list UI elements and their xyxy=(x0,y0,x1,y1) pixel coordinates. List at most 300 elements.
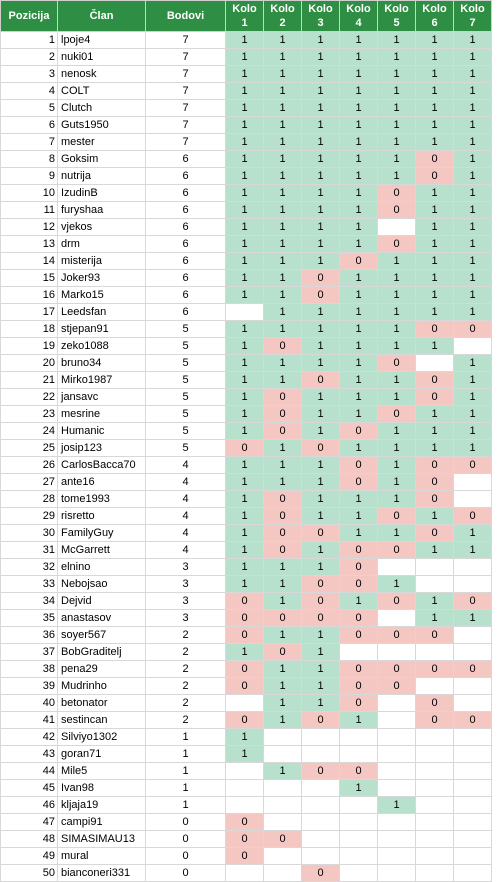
points-cell[interactable]: 7 xyxy=(146,83,226,100)
round-4-cell[interactable]: 1 xyxy=(340,440,378,457)
round-2-cell[interactable]: 1 xyxy=(264,321,302,338)
round-3-cell[interactable]: 1 xyxy=(302,185,340,202)
round-1-cell[interactable]: 1 xyxy=(226,83,264,100)
member-cell[interactable]: kljaja19 xyxy=(58,797,146,814)
position-cell[interactable]: 24 xyxy=(1,423,58,440)
round-4-cell[interactable]: 1 xyxy=(340,389,378,406)
member-cell[interactable]: nutrija xyxy=(58,168,146,185)
member-cell[interactable]: pena29 xyxy=(58,661,146,678)
round-7-cell[interactable] xyxy=(454,831,492,848)
round-7-cell[interactable]: 0 xyxy=(454,593,492,610)
round-1-cell[interactable] xyxy=(226,695,264,712)
round-1-cell[interactable]: 1 xyxy=(226,66,264,83)
round-2-cell[interactable]: 1 xyxy=(264,168,302,185)
member-cell[interactable]: COLT xyxy=(58,83,146,100)
round-4-cell[interactable]: 1 xyxy=(340,168,378,185)
round-7-cell[interactable]: 1 xyxy=(454,270,492,287)
round-6-cell[interactable]: 1 xyxy=(416,270,454,287)
round-1-cell[interactable] xyxy=(226,304,264,321)
round-6-cell[interactable]: 0 xyxy=(416,151,454,168)
round-4-cell[interactable] xyxy=(340,865,378,882)
round-1-cell[interactable]: 1 xyxy=(226,389,264,406)
position-cell[interactable]: 44 xyxy=(1,763,58,780)
round-5-cell[interactable]: 1 xyxy=(378,134,416,151)
round-6-cell[interactable]: 1 xyxy=(416,202,454,219)
points-cell[interactable]: 0 xyxy=(146,814,226,831)
points-cell[interactable]: 4 xyxy=(146,457,226,474)
points-cell[interactable]: 1 xyxy=(146,729,226,746)
round-5-cell[interactable]: 0 xyxy=(378,355,416,372)
round-1-cell[interactable]: 1 xyxy=(226,236,264,253)
round-1-cell[interactable]: 0 xyxy=(226,593,264,610)
round-4-cell[interactable]: 0 xyxy=(340,559,378,576)
member-cell[interactable]: stjepan91 xyxy=(58,321,146,338)
round-6-cell[interactable]: 1 xyxy=(416,32,454,49)
points-cell[interactable]: 5 xyxy=(146,372,226,389)
round-4-cell[interactable]: 0 xyxy=(340,474,378,491)
round-3-cell[interactable]: 1 xyxy=(302,559,340,576)
round-2-cell[interactable]: 0 xyxy=(264,525,302,542)
round-1-cell[interactable]: 0 xyxy=(226,610,264,627)
position-cell[interactable]: 42 xyxy=(1,729,58,746)
member-cell[interactable]: ante16 xyxy=(58,474,146,491)
round-2-cell[interactable]: 1 xyxy=(264,32,302,49)
round-2-cell[interactable]: 1 xyxy=(264,151,302,168)
points-cell[interactable]: 6 xyxy=(146,304,226,321)
member-cell[interactable]: Guts1950 xyxy=(58,117,146,134)
round-4-cell[interactable]: 1 xyxy=(340,100,378,117)
round-6-cell[interactable]: 0 xyxy=(416,372,454,389)
points-cell[interactable]: 6 xyxy=(146,253,226,270)
position-cell[interactable]: 11 xyxy=(1,202,58,219)
round-6-cell[interactable]: 1 xyxy=(416,304,454,321)
round-7-cell[interactable]: 1 xyxy=(454,355,492,372)
member-cell[interactable]: Leedsfan xyxy=(58,304,146,321)
points-cell[interactable]: 7 xyxy=(146,32,226,49)
round-7-cell[interactable] xyxy=(454,763,492,780)
round-7-cell[interactable] xyxy=(454,576,492,593)
round-7-cell[interactable]: 1 xyxy=(454,525,492,542)
member-cell[interactable]: Dejvid xyxy=(58,593,146,610)
member-cell[interactable]: mester xyxy=(58,134,146,151)
position-cell[interactable]: 18 xyxy=(1,321,58,338)
round-2-cell[interactable]: 0 xyxy=(264,610,302,627)
member-cell[interactable]: josip123 xyxy=(58,440,146,457)
points-cell[interactable]: 6 xyxy=(146,219,226,236)
round-2-cell[interactable]: 1 xyxy=(264,474,302,491)
round-5-cell[interactable] xyxy=(378,729,416,746)
round-1-cell[interactable]: 1 xyxy=(226,423,264,440)
round-7-cell[interactable]: 1 xyxy=(454,372,492,389)
position-cell[interactable]: 32 xyxy=(1,559,58,576)
round-7-cell[interactable] xyxy=(454,678,492,695)
round-4-cell[interactable]: 1 xyxy=(340,355,378,372)
points-cell[interactable]: 3 xyxy=(146,593,226,610)
position-cell[interactable]: 15 xyxy=(1,270,58,287)
round-1-cell[interactable]: 1 xyxy=(226,355,264,372)
member-cell[interactable]: soyer567 xyxy=(58,627,146,644)
position-cell[interactable]: 28 xyxy=(1,491,58,508)
round-1-cell[interactable] xyxy=(226,763,264,780)
round-2-cell[interactable] xyxy=(264,746,302,763)
round-2-cell[interactable]: 0 xyxy=(264,831,302,848)
round-6-cell[interactable]: 1 xyxy=(416,593,454,610)
position-cell[interactable]: 21 xyxy=(1,372,58,389)
round-3-cell[interactable]: 0 xyxy=(302,865,340,882)
round-1-cell[interactable]: 1 xyxy=(226,746,264,763)
round-4-cell[interactable] xyxy=(340,746,378,763)
header-round-2[interactable] xyxy=(264,1,302,32)
round-3-cell[interactable]: 0 xyxy=(302,610,340,627)
round-5-cell[interactable]: 1 xyxy=(378,151,416,168)
round-4-cell[interactable]: 1 xyxy=(340,321,378,338)
round-6-cell[interactable]: 0 xyxy=(416,661,454,678)
round-3-cell[interactable]: 1 xyxy=(302,304,340,321)
round-4-cell[interactable]: 1 xyxy=(340,372,378,389)
round-1-cell[interactable]: 1 xyxy=(226,202,264,219)
round-2-cell[interactable]: 1 xyxy=(264,440,302,457)
round-5-cell[interactable]: 1 xyxy=(378,287,416,304)
member-cell[interactable]: Mile5 xyxy=(58,763,146,780)
round-2-cell[interactable] xyxy=(264,729,302,746)
round-1-cell[interactable]: 1 xyxy=(226,270,264,287)
round-6-cell[interactable]: 1 xyxy=(416,440,454,457)
round-2-cell[interactable]: 1 xyxy=(264,117,302,134)
header-position[interactable]: Pozicija xyxy=(1,1,58,32)
round-6-cell[interactable]: 0 xyxy=(416,168,454,185)
header-member[interactable]: Član xyxy=(58,1,146,32)
round-2-cell[interactable]: 1 xyxy=(264,661,302,678)
points-cell[interactable]: 2 xyxy=(146,712,226,729)
round-1-cell[interactable]: 1 xyxy=(226,474,264,491)
round-2-cell[interactable]: 1 xyxy=(264,457,302,474)
round-7-cell[interactable]: 0 xyxy=(454,321,492,338)
round-6-cell[interactable]: 1 xyxy=(416,66,454,83)
position-cell[interactable]: 47 xyxy=(1,814,58,831)
round-3-cell[interactable]: 1 xyxy=(302,321,340,338)
round-1-cell[interactable]: 0 xyxy=(226,848,264,865)
round-3-cell[interactable]: 1 xyxy=(302,151,340,168)
round-1-cell[interactable]: 1 xyxy=(226,508,264,525)
position-cell[interactable]: 41 xyxy=(1,712,58,729)
member-cell[interactable]: Ivan98 xyxy=(58,780,146,797)
header-round-5[interactable] xyxy=(378,1,416,32)
round-2-cell[interactable]: 1 xyxy=(264,185,302,202)
position-cell[interactable]: 50 xyxy=(1,865,58,882)
round-5-cell[interactable] xyxy=(378,814,416,831)
round-2-cell[interactable]: 1 xyxy=(264,712,302,729)
round-2-cell[interactable]: 0 xyxy=(264,338,302,355)
member-cell[interactable]: anastasov xyxy=(58,610,146,627)
round-6-cell[interactable] xyxy=(416,729,454,746)
round-5-cell[interactable]: 0 xyxy=(378,593,416,610)
round-6-cell[interactable]: 0 xyxy=(416,627,454,644)
round-5-cell[interactable] xyxy=(378,559,416,576)
round-6-cell[interactable]: 0 xyxy=(416,712,454,729)
round-4-cell[interactable]: 1 xyxy=(340,202,378,219)
header-round-4[interactable] xyxy=(340,1,378,32)
round-4-cell[interactable]: 0 xyxy=(340,627,378,644)
round-3-cell[interactable]: 1 xyxy=(302,236,340,253)
member-cell[interactable]: CarlosBacca70 xyxy=(58,457,146,474)
round-6-cell[interactable] xyxy=(416,355,454,372)
round-2-cell[interactable]: 0 xyxy=(264,406,302,423)
position-cell[interactable]: 34 xyxy=(1,593,58,610)
round-1-cell[interactable]: 0 xyxy=(226,627,264,644)
round-6-cell[interactable]: 1 xyxy=(416,287,454,304)
round-4-cell[interactable]: 1 xyxy=(340,287,378,304)
round-6-cell[interactable] xyxy=(416,848,454,865)
member-cell[interactable]: furyshaa xyxy=(58,202,146,219)
position-cell[interactable]: 6 xyxy=(1,117,58,134)
round-6-cell[interactable]: 1 xyxy=(416,508,454,525)
round-1-cell[interactable]: 1 xyxy=(226,253,264,270)
member-cell[interactable]: tome1993 xyxy=(58,491,146,508)
member-cell[interactable]: lpoje4 xyxy=(58,32,146,49)
member-cell[interactable]: Nebojsao xyxy=(58,576,146,593)
round-5-cell[interactable]: 0 xyxy=(378,185,416,202)
round-2-cell[interactable] xyxy=(264,814,302,831)
points-cell[interactable]: 4 xyxy=(146,474,226,491)
points-cell[interactable]: 6 xyxy=(146,151,226,168)
round-4-cell[interactable]: 1 xyxy=(340,134,378,151)
round-4-cell[interactable]: 1 xyxy=(340,338,378,355)
round-3-cell[interactable]: 0 xyxy=(302,593,340,610)
round-2-cell[interactable]: 1 xyxy=(264,270,302,287)
round-2-cell[interactable] xyxy=(264,780,302,797)
round-6-cell[interactable]: 1 xyxy=(416,406,454,423)
round-5-cell[interactable] xyxy=(378,219,416,236)
round-1-cell[interactable]: 1 xyxy=(226,406,264,423)
position-cell[interactable]: 45 xyxy=(1,780,58,797)
round-7-cell[interactable]: 1 xyxy=(454,100,492,117)
round-5-cell[interactable] xyxy=(378,848,416,865)
round-4-cell[interactable]: 1 xyxy=(340,593,378,610)
round-4-cell[interactable] xyxy=(340,729,378,746)
round-4-cell[interactable]: 1 xyxy=(340,406,378,423)
round-3-cell[interactable]: 1 xyxy=(302,508,340,525)
round-6-cell[interactable]: 1 xyxy=(416,185,454,202)
round-7-cell[interactable]: 1 xyxy=(454,168,492,185)
round-7-cell[interactable]: 0 xyxy=(454,661,492,678)
round-7-cell[interactable]: 1 xyxy=(454,134,492,151)
round-5-cell[interactable]: 1 xyxy=(378,389,416,406)
round-6-cell[interactable]: 1 xyxy=(416,100,454,117)
round-5-cell[interactable] xyxy=(378,712,416,729)
round-4-cell[interactable]: 0 xyxy=(340,661,378,678)
member-cell[interactable]: Marko15 xyxy=(58,287,146,304)
round-7-cell[interactable]: 1 xyxy=(454,185,492,202)
member-cell[interactable]: mesrine xyxy=(58,406,146,423)
round-3-cell[interactable]: 1 xyxy=(302,542,340,559)
points-cell[interactable]: 5 xyxy=(146,321,226,338)
round-7-cell[interactable]: 0 xyxy=(454,457,492,474)
round-2-cell[interactable]: 1 xyxy=(264,100,302,117)
round-2-cell[interactable]: 1 xyxy=(264,372,302,389)
round-3-cell[interactable]: 1 xyxy=(302,406,340,423)
round-5-cell[interactable] xyxy=(378,695,416,712)
position-cell[interactable]: 36 xyxy=(1,627,58,644)
position-cell[interactable]: 29 xyxy=(1,508,58,525)
round-4-cell[interactable] xyxy=(340,848,378,865)
round-4-cell[interactable] xyxy=(340,831,378,848)
header-round-6[interactable] xyxy=(416,1,454,32)
round-5-cell[interactable]: 1 xyxy=(378,440,416,457)
round-3-cell[interactable]: 1 xyxy=(302,32,340,49)
points-cell[interactable]: 7 xyxy=(146,49,226,66)
round-7-cell[interactable] xyxy=(454,729,492,746)
member-cell[interactable]: risretto xyxy=(58,508,146,525)
round-5-cell[interactable]: 1 xyxy=(378,32,416,49)
round-3-cell[interactable]: 0 xyxy=(302,270,340,287)
round-6-cell[interactable]: 1 xyxy=(416,610,454,627)
position-cell[interactable]: 23 xyxy=(1,406,58,423)
position-cell[interactable]: 33 xyxy=(1,576,58,593)
points-cell[interactable]: 7 xyxy=(146,117,226,134)
round-3-cell[interactable]: 1 xyxy=(302,49,340,66)
round-1-cell[interactable]: 0 xyxy=(226,661,264,678)
position-cell[interactable]: 1 xyxy=(1,32,58,49)
round-6-cell[interactable] xyxy=(416,559,454,576)
points-cell[interactable]: 4 xyxy=(146,542,226,559)
position-cell[interactable]: 25 xyxy=(1,440,58,457)
round-1-cell[interactable]: 0 xyxy=(226,712,264,729)
round-6-cell[interactable]: 1 xyxy=(416,134,454,151)
round-2-cell[interactable]: 0 xyxy=(264,508,302,525)
round-1-cell[interactable]: 1 xyxy=(226,168,264,185)
round-2-cell[interactable]: 1 xyxy=(264,559,302,576)
round-5-cell[interactable] xyxy=(378,780,416,797)
round-4-cell[interactable]: 1 xyxy=(340,304,378,321)
points-cell[interactable]: 2 xyxy=(146,627,226,644)
round-7-cell[interactable] xyxy=(454,865,492,882)
round-7-cell[interactable] xyxy=(454,695,492,712)
member-cell[interactable]: Clutch xyxy=(58,100,146,117)
position-cell[interactable]: 30 xyxy=(1,525,58,542)
points-cell[interactable]: 5 xyxy=(146,423,226,440)
round-1-cell[interactable]: 1 xyxy=(226,117,264,134)
round-7-cell[interactable] xyxy=(454,797,492,814)
round-3-cell[interactable]: 0 xyxy=(302,525,340,542)
points-cell[interactable]: 4 xyxy=(146,491,226,508)
round-1-cell[interactable]: 1 xyxy=(226,100,264,117)
round-4-cell[interactable]: 0 xyxy=(340,695,378,712)
points-cell[interactable]: 6 xyxy=(146,185,226,202)
round-3-cell[interactable] xyxy=(302,729,340,746)
position-cell[interactable]: 14 xyxy=(1,253,58,270)
position-cell[interactable]: 49 xyxy=(1,848,58,865)
round-7-cell[interactable]: 0 xyxy=(454,508,492,525)
round-1-cell[interactable]: 1 xyxy=(226,729,264,746)
round-5-cell[interactable]: 1 xyxy=(378,372,416,389)
round-7-cell[interactable] xyxy=(454,848,492,865)
round-3-cell[interactable] xyxy=(302,814,340,831)
round-5-cell[interactable] xyxy=(378,865,416,882)
round-2-cell[interactable] xyxy=(264,848,302,865)
round-1-cell[interactable]: 1 xyxy=(226,457,264,474)
position-cell[interactable]: 39 xyxy=(1,678,58,695)
round-6-cell[interactable]: 0 xyxy=(416,321,454,338)
points-cell[interactable]: 0 xyxy=(146,865,226,882)
position-cell[interactable]: 17 xyxy=(1,304,58,321)
round-1-cell[interactable]: 1 xyxy=(226,134,264,151)
points-cell[interactable]: 2 xyxy=(146,644,226,661)
round-2-cell[interactable]: 0 xyxy=(264,491,302,508)
round-6-cell[interactable]: 1 xyxy=(416,219,454,236)
round-7-cell[interactable] xyxy=(454,644,492,661)
round-3-cell[interactable] xyxy=(302,780,340,797)
round-3-cell[interactable]: 1 xyxy=(302,678,340,695)
round-4-cell[interactable] xyxy=(340,797,378,814)
round-3-cell[interactable] xyxy=(302,797,340,814)
points-cell[interactable]: 2 xyxy=(146,661,226,678)
member-cell[interactable]: BobGraditelj xyxy=(58,644,146,661)
round-3-cell[interactable]: 0 xyxy=(302,440,340,457)
round-4-cell[interactable]: 0 xyxy=(340,576,378,593)
round-1-cell[interactable]: 1 xyxy=(226,338,264,355)
round-4-cell[interactable]: 0 xyxy=(340,763,378,780)
round-5-cell[interactable]: 1 xyxy=(378,491,416,508)
round-7-cell[interactable]: 1 xyxy=(454,542,492,559)
round-5-cell[interactable]: 0 xyxy=(378,202,416,219)
round-3-cell[interactable] xyxy=(302,831,340,848)
position-cell[interactable]: 27 xyxy=(1,474,58,491)
round-7-cell[interactable]: 1 xyxy=(454,66,492,83)
round-6-cell[interactable] xyxy=(416,763,454,780)
round-5-cell[interactable]: 0 xyxy=(378,406,416,423)
round-3-cell[interactable]: 1 xyxy=(302,423,340,440)
position-cell[interactable]: 3 xyxy=(1,66,58,83)
position-cell[interactable]: 38 xyxy=(1,661,58,678)
round-7-cell[interactable] xyxy=(454,780,492,797)
member-cell[interactable]: Goksim xyxy=(58,151,146,168)
round-1-cell[interactable]: 1 xyxy=(226,151,264,168)
round-5-cell[interactable]: 1 xyxy=(378,797,416,814)
round-1-cell[interactable]: 1 xyxy=(226,185,264,202)
round-4-cell[interactable]: 0 xyxy=(340,610,378,627)
member-cell[interactable]: bruno34 xyxy=(58,355,146,372)
points-cell[interactable]: 7 xyxy=(146,66,226,83)
member-cell[interactable]: goran71 xyxy=(58,746,146,763)
round-1-cell[interactable]: 0 xyxy=(226,678,264,695)
round-3-cell[interactable]: 1 xyxy=(302,491,340,508)
points-cell[interactable]: 6 xyxy=(146,270,226,287)
points-cell[interactable]: 5 xyxy=(146,389,226,406)
round-7-cell[interactable] xyxy=(454,814,492,831)
round-7-cell[interactable] xyxy=(454,627,492,644)
round-7-cell[interactable]: 1 xyxy=(454,32,492,49)
round-4-cell[interactable]: 1 xyxy=(340,185,378,202)
round-3-cell[interactable]: 1 xyxy=(302,117,340,134)
round-5-cell[interactable]: 0 xyxy=(378,508,416,525)
round-2-cell[interactable]: 1 xyxy=(264,355,302,372)
round-5-cell[interactable]: 1 xyxy=(378,338,416,355)
member-cell[interactable]: betonator xyxy=(58,695,146,712)
round-6-cell[interactable] xyxy=(416,644,454,661)
round-5-cell[interactable]: 1 xyxy=(378,423,416,440)
round-7-cell[interactable]: 1 xyxy=(454,49,492,66)
round-7-cell[interactable]: 0 xyxy=(454,712,492,729)
round-2-cell[interactable]: 1 xyxy=(264,83,302,100)
position-cell[interactable]: 5 xyxy=(1,100,58,117)
round-3-cell[interactable]: 0 xyxy=(302,712,340,729)
points-cell[interactable]: 3 xyxy=(146,610,226,627)
round-5-cell[interactable]: 0 xyxy=(378,236,416,253)
round-6-cell[interactable]: 1 xyxy=(416,542,454,559)
round-3-cell[interactable]: 1 xyxy=(302,457,340,474)
points-cell[interactable]: 6 xyxy=(146,287,226,304)
round-6-cell[interactable] xyxy=(416,576,454,593)
